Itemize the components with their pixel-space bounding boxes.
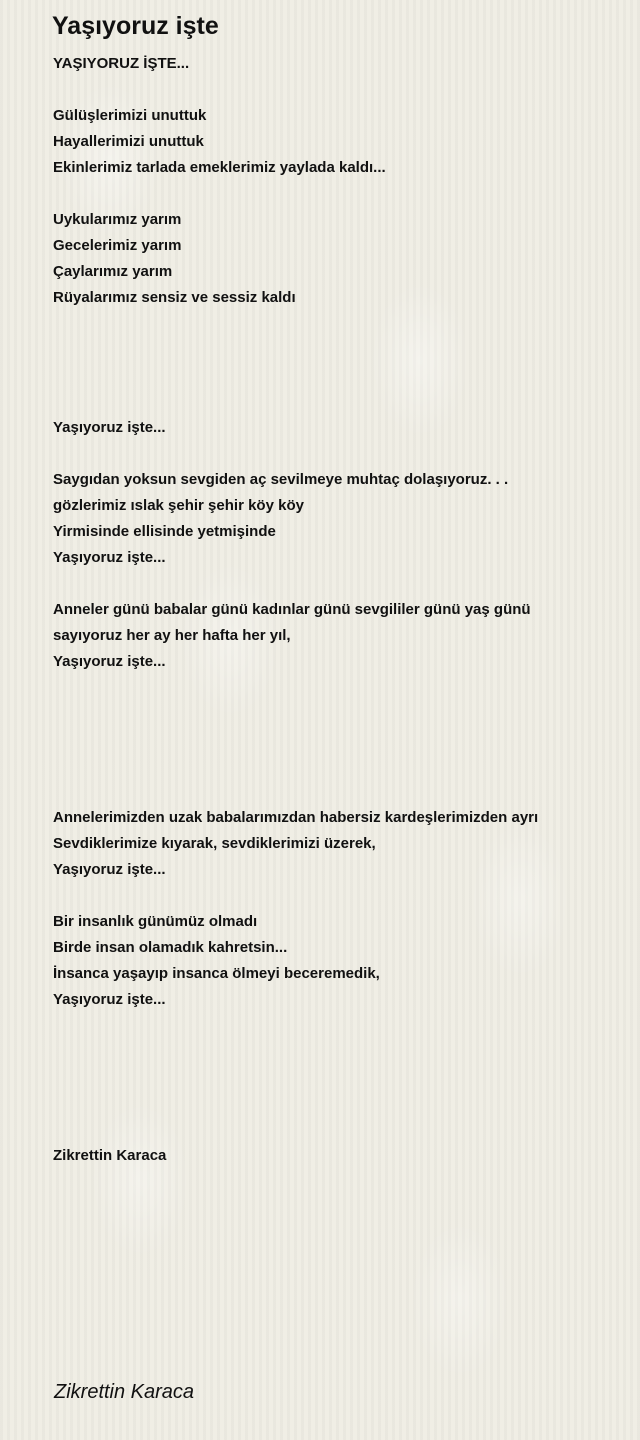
poem-line	[53, 883, 623, 909]
poem-line: Gülüşlerimizi unuttuk	[53, 107, 207, 124]
poem-line: Gecelerimiz yarım	[53, 237, 182, 254]
poem-line	[53, 77, 623, 103]
poem-line: Yaşıyoruz işte...	[53, 991, 166, 1008]
poem-body	[53, 51, 623, 1169]
author-signature: Zikrettin Karaca	[54, 1381, 195, 1403]
poem-line	[53, 1039, 623, 1065]
poem-line: sayıyoruz her ay her hafta her yıl,	[53, 627, 291, 644]
poem-line	[53, 311, 623, 337]
poem-line: Yaşıyoruz işte...	[53, 653, 166, 670]
poem-line: Yaşıyoruz işte...	[53, 861, 166, 878]
poem-line	[53, 363, 623, 389]
poem-line: Yaşıyoruz işte...	[53, 419, 166, 436]
poem-line: Annelerimizden uzak babalarımızdan habersiz kardeşlerimizden ayrı	[53, 809, 539, 826]
poem-line	[53, 701, 623, 727]
poem-line: Sevdiklerimize kıyarak, sevdiklerimizi üzerek,	[53, 835, 376, 852]
poem-line: İnsanca yaşayıp insanca ölmeyi beceremedik,	[53, 965, 380, 982]
poem-title: Yaşıyoruz işte	[52, 12, 219, 40]
poem-line	[53, 571, 623, 597]
poem-line: Uykularımız yarım	[53, 211, 182, 228]
poem-line	[53, 727, 623, 753]
poem-line: Çaylarımız yarım	[53, 263, 173, 280]
poem-line	[53, 1065, 623, 1091]
poem-author: Zikrettin Karaca	[53, 1147, 167, 1164]
poem-line	[53, 181, 623, 207]
poem-line	[53, 753, 623, 779]
poem-line	[53, 1117, 623, 1143]
poem-line: Hayallerimizi unuttuk	[53, 133, 204, 150]
poem-line	[53, 337, 623, 363]
poem-line	[53, 1091, 623, 1117]
poem-line: gözlerimiz ıslak şehir şehir köy köy	[53, 497, 304, 514]
poem-line	[53, 1013, 623, 1039]
poem-line: YAŞIYORUZ İŞTE...	[53, 55, 190, 72]
poem-line	[53, 779, 623, 805]
poem-line	[53, 389, 623, 415]
poem-line: Anneler günü babalar günü kadınlar günü sevgililer günü yaş günü	[53, 601, 531, 618]
poem-line: Rüyalarımız sensiz ve sessiz kaldı	[53, 289, 296, 306]
poem-line	[53, 441, 623, 467]
poem-line: Bir insanlık günümüz olmadı	[53, 913, 258, 930]
poem-line: Saygıdan yoksun sevgiden aç sevilmeye muhtaç dolaşıyoruz. . .	[53, 471, 509, 488]
poem-line: Ekinlerimiz tarlada emeklerimiz yaylada kaldı...	[53, 159, 386, 176]
poem-line	[53, 675, 623, 701]
poem-line: Birde insan olamadık kahretsin...	[53, 939, 288, 956]
poem-line: Yaşıyoruz işte...	[53, 549, 166, 566]
poem-line: Yirmisinde ellisinde yetmişinde	[53, 523, 276, 540]
